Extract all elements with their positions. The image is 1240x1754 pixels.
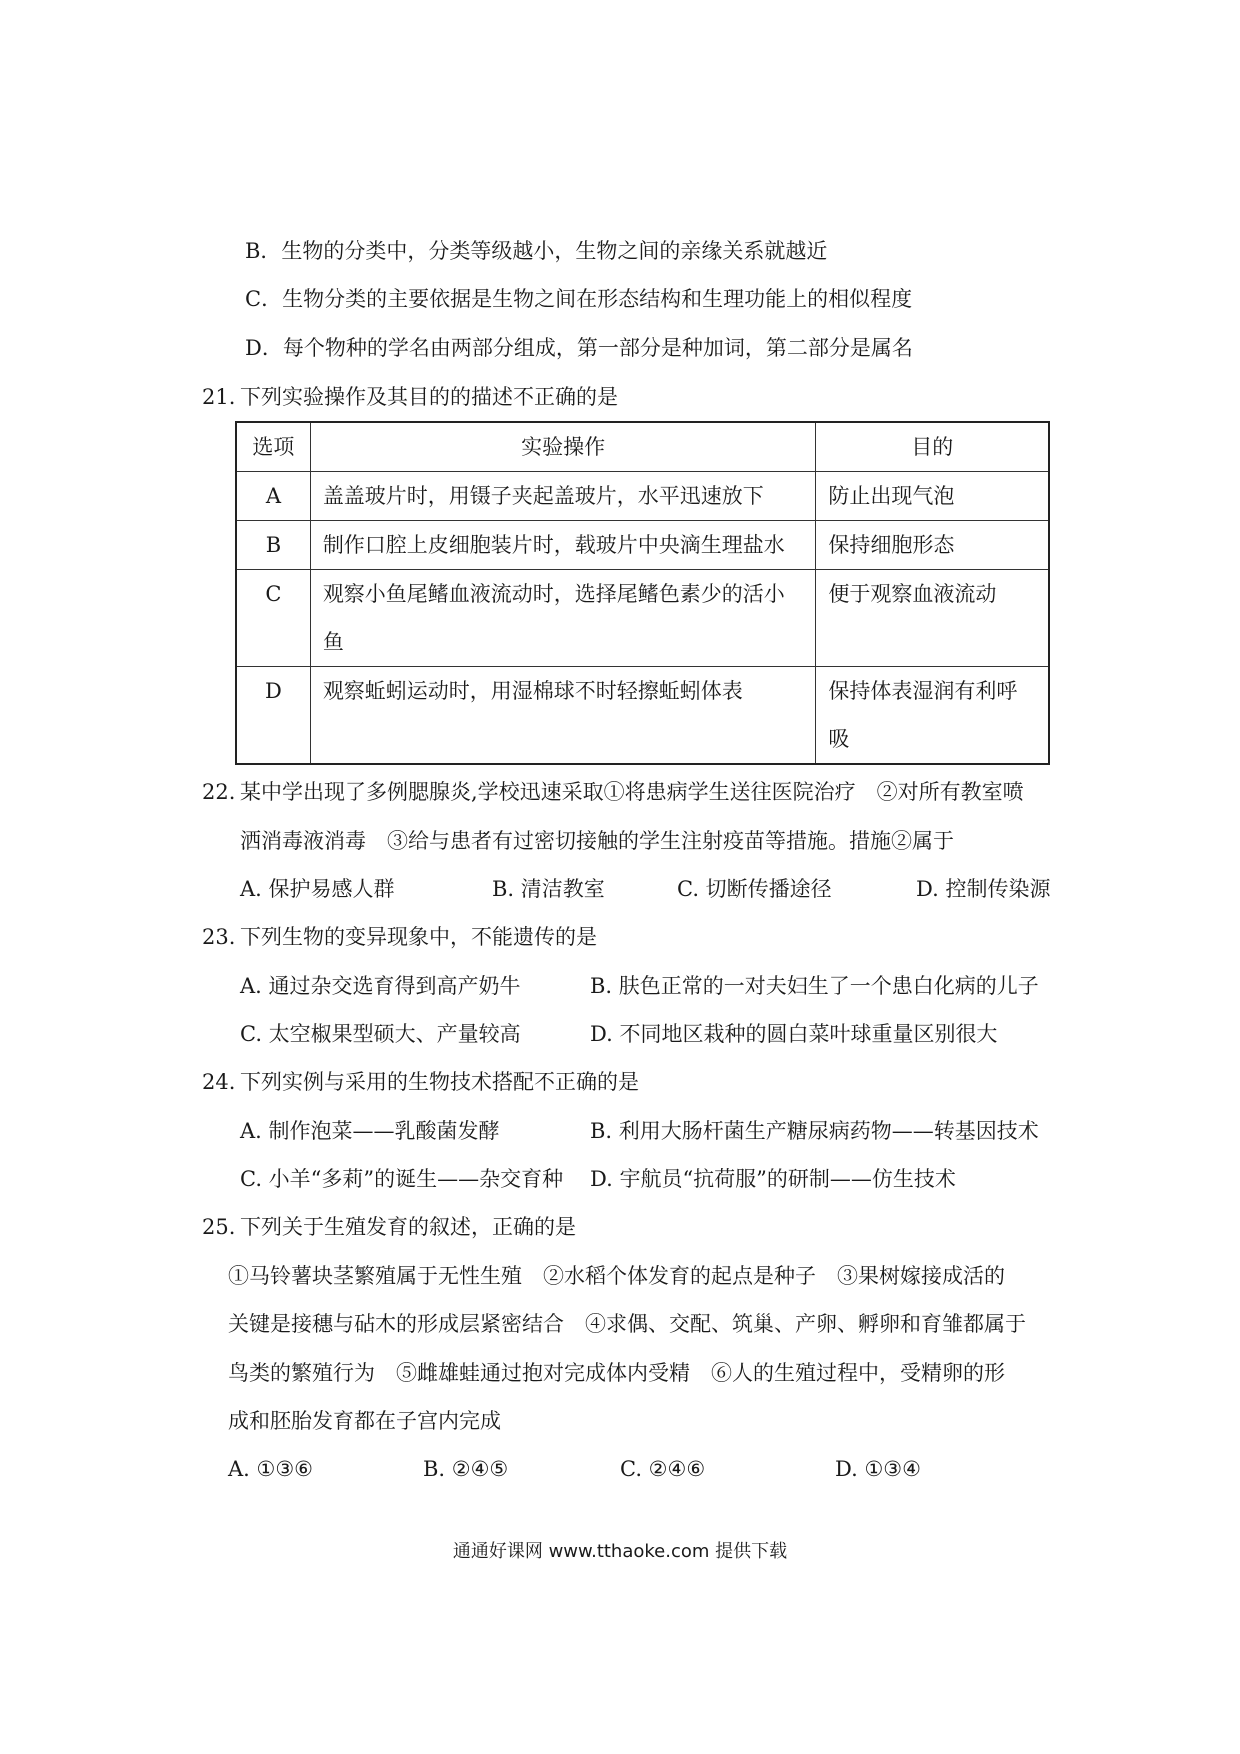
q22-option-d: D. 控制传染源 [916,877,1051,901]
row-purpose: 便于观察血液流动 [816,570,1049,667]
page-footer: 通通好课网 www.tthaoke.com 提供下载 [452,1541,788,1562]
q22-option-b: B. 清洁教室 [492,877,605,901]
q23-option-b: B. 肤色正常的一对夫妇生了一个患白化病的儿子 [590,974,1039,998]
question-stem: 下列实例与采用的生物技术搭配不正确的是 [240,1070,639,1094]
q24-option-b: B. 利用大肠杆菌生产糖尿病药物——转基因技术 [590,1119,1039,1143]
question-number: 22. [202,780,236,804]
q24-option-d: D. 宇航员“抗荷服”的研制——仿生技术 [590,1167,956,1191]
table-row [236,521,1049,570]
q24-option-c: C. 小羊“多莉”的诞生——杂交育种 [240,1167,564,1191]
row-operation: 观察小鱼尾鳍血液流动时，选择尾鳍色素少的活小鱼 [310,570,816,667]
question-stem: 某中学出现了多例腮腺炎,学校迅速采取①将患病学生送往医院治疗 ②对所有教室喷 [240,780,1024,804]
q20-option-b: B．生物的分类中，分类等级越小，生物之间的亲缘关系就越近 [245,239,828,263]
q25-option-b: B. ②④⑤ [423,1457,509,1481]
q20-option-d: D．每个物种的学名由两部分组成，第一部分是种加词，第二部分是属名 [245,336,913,360]
q25-body-line3: 鸟类的繁殖行为 ⑤雌雄蛙通过抱对完成体内受精 ⑥人的生殖过程中，受精卵的形 [228,1361,1005,1385]
q25-option-d: D. ①③④ [835,1457,921,1481]
q24-stem [202,1067,639,1097]
q25-stem [202,1212,576,1242]
row-purpose: 保持体表湿润有利呼吸 [816,667,1049,765]
header-purpose: 目的 [816,422,1049,472]
q25-body-line4: 成和胚胎发育都在子宫内完成 [228,1409,501,1433]
q22-stem-line2: 洒消毒液消毒 ③给与患者有过密切接触的学生注射疫苗等措施。措施②属于 [240,829,954,853]
row-option: D [236,667,310,765]
q24-option-a: A. 制作泡菜——乳酸菌发酵 [240,1119,500,1143]
question-stem: 下列实验操作及其目的的描述不正确的是 [240,385,618,409]
table-header-row [236,422,1049,472]
question-number: 21. [202,385,236,409]
q23-option-d: D. 不同地区栽种的圆白菜叶球重量区别很大 [590,1022,998,1046]
q25-body-line1: ①马铃薯块茎繁殖属于无性生殖 ②水稻个体发育的起点是种子 ③果树嫁接成活的 [228,1264,1005,1288]
question-number: 25. [202,1215,236,1239]
q22-stem-line1 [202,777,1024,807]
question-stem: 下列生物的变异现象中，不能遗传的是 [240,925,597,949]
header-operation: 实验操作 [310,422,816,472]
q23-option-c: C. 太空椒果型硕大、产量较高 [240,1022,521,1046]
q25-body-line2: 关键是接穗与砧木的形成层紧密结合 ④求偶、交配、筑巢、产卵、孵卵和育雏都属于 [228,1312,1026,1336]
header-option: 选项 [236,422,310,472]
q25-option-c: C. ②④⑥ [620,1457,706,1481]
row-operation: 观察蚯蚓运动时，用湿棉球不时轻擦蚯蚓体表 [310,667,816,765]
table-row [236,667,1049,765]
q23-option-a: A. 通过杂交选育得到高产奶牛 [240,974,521,998]
table-row [236,472,1049,521]
question-stem: 下列关于生殖发育的叙述，正确的是 [240,1215,576,1239]
row-purpose: 保持细胞形态 [816,521,1049,570]
row-option: B [236,521,310,570]
q22-option-c: C. 切断传播途径 [677,877,832,901]
q20-option-c: C．生物分类的主要依据是生物之间在形态结构和生理功能上的相似程度 [245,287,913,311]
row-operation: 制作口腔上皮细胞装片时，载玻片中央滴生理盐水 [310,521,816,570]
row-purpose: 防止出现气泡 [816,472,1049,521]
row-option: A [236,472,310,521]
question-number: 24. [202,1070,236,1094]
row-operation: 盖盖玻片时，用镊子夹起盖玻片，水平迅速放下 [310,472,816,521]
experiment-table [235,421,1050,765]
table-row [236,570,1049,667]
q21-stem [202,382,618,412]
question-number: 23. [202,925,236,949]
q22-option-a: A. 保护易感人群 [240,877,395,901]
q23-stem [202,922,597,952]
q25-option-a: A. ①③⑥ [228,1457,313,1481]
row-option: C [236,570,310,667]
